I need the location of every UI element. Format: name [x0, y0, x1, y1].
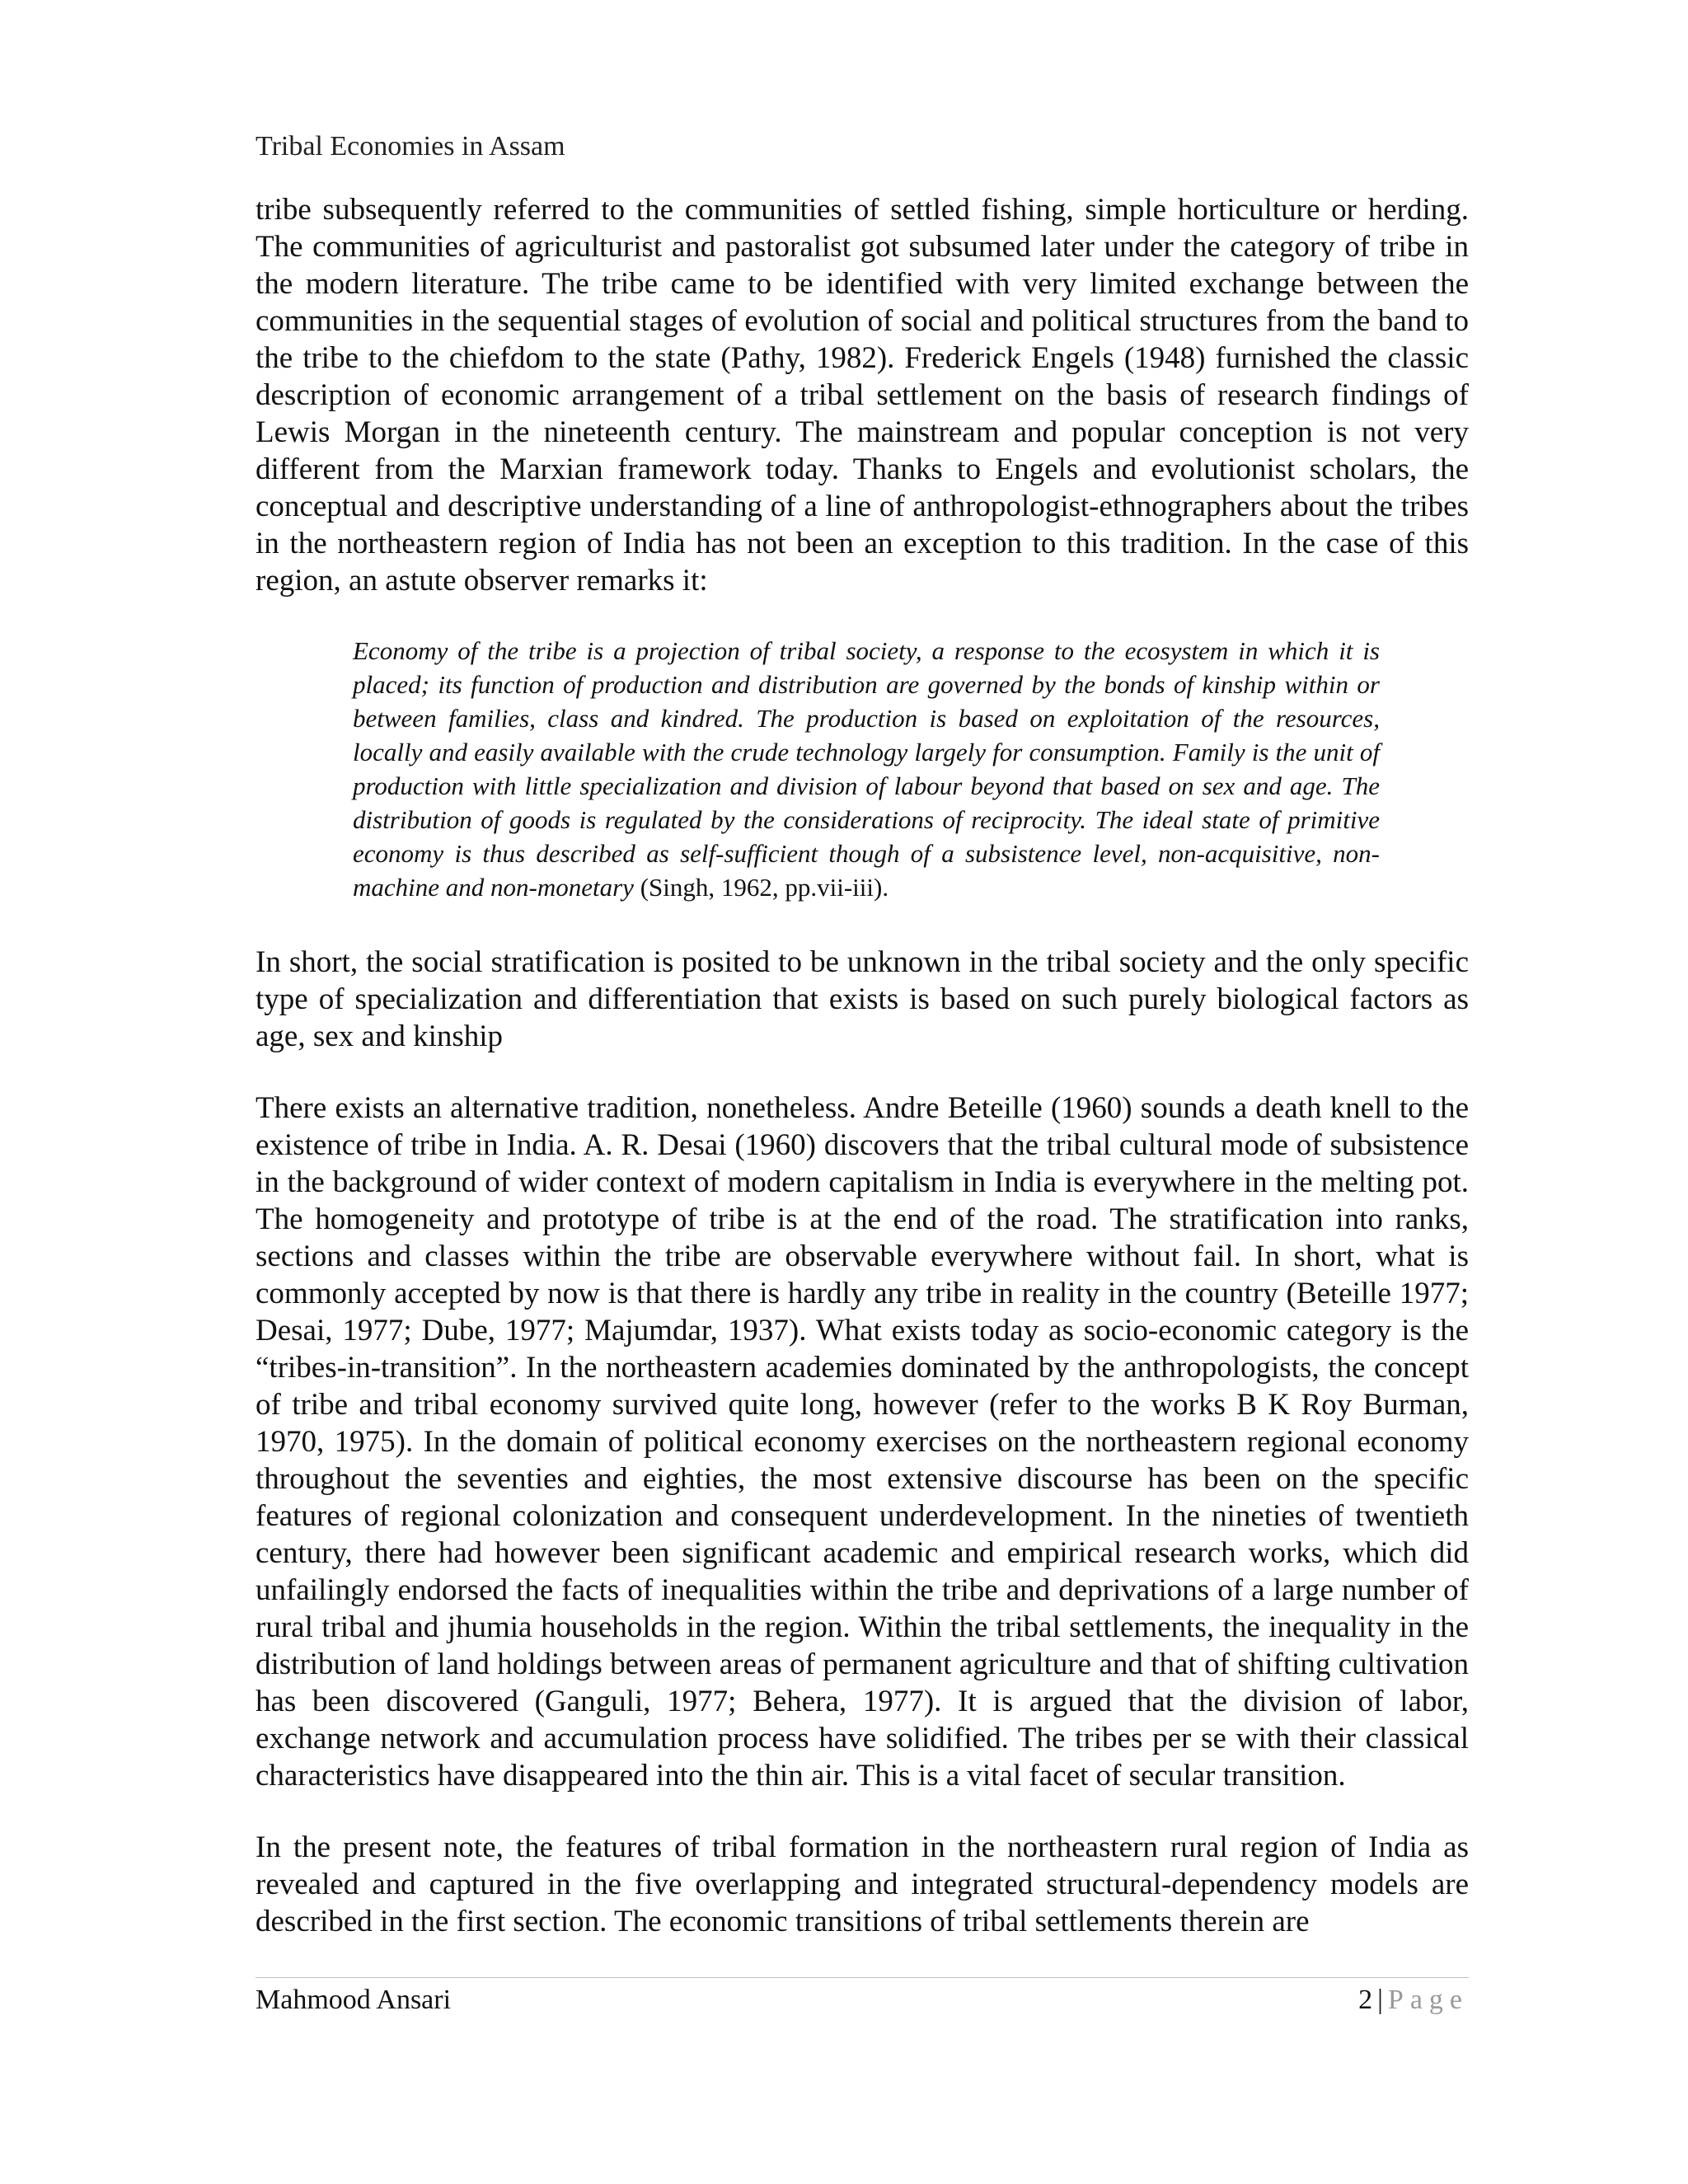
footer-divider	[256, 1977, 1469, 1978]
quote-citation: (Singh, 1962, pp.vii-iii).	[633, 873, 889, 902]
footer-author: Mahmood Ansari	[256, 1985, 452, 2015]
paragraph-present-note: In the present note, the features of tribal formation in the northeastern rural region of India as revealed and captured in the five overlapping and integrated structural-dependency models are described in the first section. The economic transitions of tribal settlements therein are	[256, 1830, 1469, 1938]
paragraph-tribe-concept: tribe subsequently referred to the communities of settled fishing, simple horticulture or herding. The communities of agriculturist and pastoralist got subsumed later under the category of tribe in the modern literature. The tribe came to be identified with very limited exchange between the communities in the sequential stages of evolution of social and political structures from the band to the tribe to the chiefdom to the state (Pathy, 1982). Frederick Engels (1948) furnished the classic description of economic arrangement of a tribal settlement on the basis of research findings of Lewis Morgan in the nineteenth century. The mainstream and popular conception is not very different from the Marxian framework today. Thanks to Engels and evolutionist scholars, the conceptual and descriptive understanding of a line of anthropologist-ethnographers about the tribes in the northeastern region of India has not been an exception to this tradition. In the case of this region, an astute observer remarks it:	[256, 193, 1469, 598]
paragraph-alternative-tradition: There exists an alternative tradition, nonetheless. Andre Beteille (1960) sounds a death knell to the existence of tribe in India. A. R. Desai (1960) discovers that the tribal cultural mode of subsistence in the background of wider context of modern capitalism in India is everywhere in the melting pot. The homogeneity and prototype of tribe is at the end of the road. The stratification into ranks, sections and classes within the tribe are observable everywhere without fail. In short, what is commonly accepted by now is that there is hardly any tribe in reality in the country (Beteille 1977; Desai, 1977; Dube, 1977; Majumdar, 1937). What exists today as socio-economic category is the “tribes-in-transition”. In the northeastern academies dominated by the anthropologists, the concept of tribe and tribal economy survived quite long, however (refer to the works B K Roy Burman, 1970, 1975). In the domain of political economy exercises on the northeastern regional economy throughout the seventies and eighties, the most extensive discourse has been on the specific features of regional colonization and consequent underdevelopment. In the nineties of twentieth century, there had however been significant academic and empirical research works, which did unfailingly endorsed the facts of inequalities within the tribe and deprivations of a large number of rural tribal and jhumia households in the region. Within the tribal settlements, the inequality in the distribution of land holdings between areas of permanent agriculture and that of shifting cultivation has been discovered (Ganguli, 1977; Behera, 1977). It is argued that the division of labor, exchange network and accumulation process have solidified. The tribes per se with their classical characteristics have disappeared into the thin air. This is a vital facet of secular transition.	[256, 1091, 1469, 1793]
page-label: Page	[1387, 1985, 1469, 2015]
block-quote	[353, 634, 1380, 904]
page-separator: |	[1377, 1985, 1383, 2015]
body-text	[256, 191, 1469, 1975]
footer-page-number	[1358, 1983, 1469, 2018]
running-header: Tribal Economies in Assam	[256, 131, 565, 162]
quote-text: Economy of the tribe is a projection of tribal society, a response to the ecosystem in which it is placed; its function of production and distribution are governed by the bonds of kinship within or between families, class and kindred. The production is based on exploitation of the resources, locally and easily available with the crude technology largely for consumption. Family is the unit of production with little specialization and division of labour beyond that based on sex and age. The distribution of goods is regulated by the considerations of reciprocity. The ideal state of primitive economy is thus described as self-sufficient though of a subsistence level, non-acquisitive, non-machine and non-monetary	[353, 636, 1380, 902]
page-number: 2	[1358, 1985, 1373, 2015]
paragraph-social-stratification: In short, the social stratification is posited to be unknown in the tribal society and the only specific type of specialization and differentiation that exists is based on such purely biological factors as age, sex and kinship	[256, 945, 1469, 1053]
